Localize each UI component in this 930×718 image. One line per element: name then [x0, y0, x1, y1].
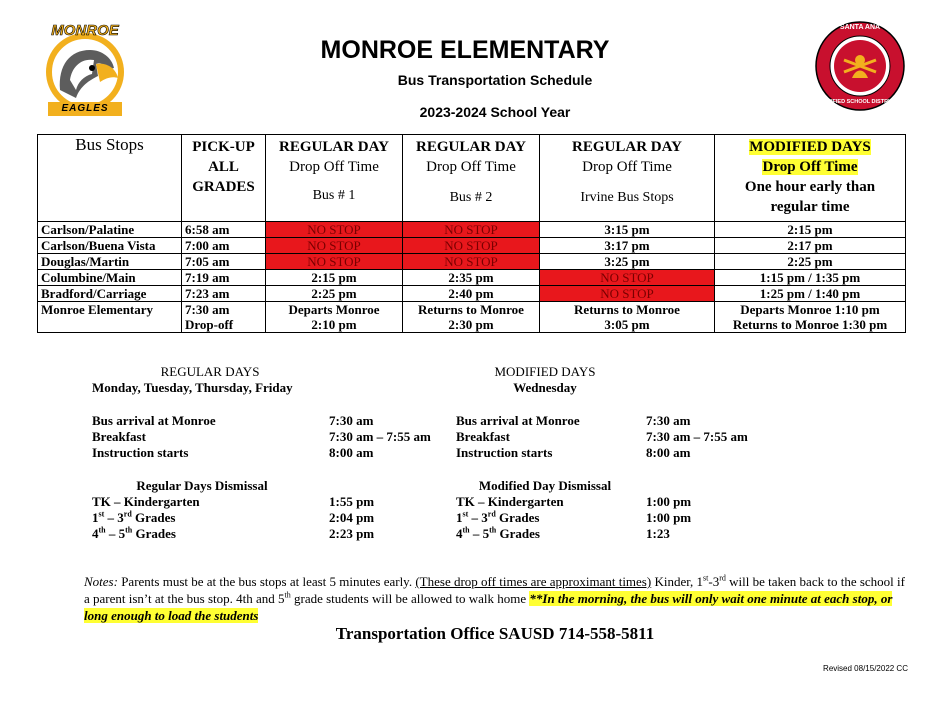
modified-head-3: One hour early than	[744, 179, 876, 195]
reg-dismissal-heading: Regular Days Dismissal	[136, 478, 268, 493]
bus2-time: NO STOP	[403, 238, 540, 254]
bus-schedule-table	[37, 134, 906, 333]
mod-tk-label: TK – Kindergarten	[456, 494, 564, 509]
reg-arrival-label: Bus arrival at Monroe	[92, 413, 216, 428]
table-row	[38, 238, 906, 254]
irvine-head-2: Drop Off Time	[582, 159, 672, 175]
irvine-l2: 3:05 pm	[604, 317, 650, 332]
pickup-l1: 7:30 am	[185, 302, 230, 317]
reg-arrival-time: 7:30 am	[329, 413, 374, 428]
reg-tk-label: TK – Kindergarten	[92, 494, 200, 509]
irvine-head-1: REGULAR DAY	[572, 139, 682, 155]
reg-g13-time: 2:04 pm	[329, 510, 375, 525]
mod-arrival-time: 7:30 am	[646, 413, 691, 428]
mod-breakfast-time: 7:30 am – 7:55 am	[646, 429, 748, 444]
mod-g13-time: 1:00 pm	[646, 510, 692, 525]
mod-g45-a: 4	[456, 526, 463, 541]
modified-heading: MODIFIED DAYS	[494, 364, 596, 379]
bus1-time: 2:15 pm	[266, 270, 403, 286]
table-row	[38, 222, 906, 238]
notes-p3: Kinder, 1	[651, 574, 704, 589]
bus1-time: NO STOP	[266, 222, 403, 238]
mod-g13-c: Grades	[495, 510, 540, 525]
mod-breakfast-label: Breakfast	[456, 429, 510, 444]
col-modified	[715, 135, 906, 222]
reg-g45-sup2: th	[125, 525, 133, 535]
bus2-time: 2:35 pm	[403, 270, 540, 286]
bus1-head-1: REGULAR DAY	[279, 139, 389, 155]
page-subtitle: Bus Transportation Schedule	[397, 72, 593, 88]
bus1-time: NO STOP	[266, 238, 403, 254]
notes-p1: Parents must be at the bus stops at least 5 minutes early.	[117, 574, 416, 589]
irvine-time: NO STOP	[540, 286, 715, 302]
notes-sup1: st	[703, 573, 709, 583]
mod-g13-label	[456, 510, 539, 526]
reg-instruction-label: Instruction starts	[92, 445, 189, 460]
reg-g45-c: Grades	[132, 526, 176, 541]
modified-head-2-text: Drop Off Time	[762, 159, 858, 175]
stop-name: Carlson/Buena Vista	[38, 238, 182, 254]
modified-time: 1:25 pm / 1:40 pm	[715, 286, 906, 302]
col-irvine	[540, 135, 715, 222]
reg-g13-c: Grades	[131, 510, 176, 525]
seal-top-text: SANTA ANA	[839, 24, 881, 31]
transportation-office: Transportation Office SAUSD 714-558-5811	[335, 624, 655, 643]
pickup-l2: Drop-off	[185, 317, 234, 332]
col-pickup	[182, 135, 266, 222]
reg-g13-sup2: rd	[123, 509, 132, 519]
modified-head-1-text: MODIFIED DAYS	[749, 139, 871, 155]
mod-g13-a: 1	[456, 510, 463, 525]
irvine-time: 3:25 pm	[540, 254, 715, 270]
modified-head-2	[718, 157, 902, 177]
bus2-time: NO STOP	[403, 254, 540, 270]
bus1-l2: 2:10 pm	[311, 317, 357, 332]
modified-days: Wednesday	[513, 380, 577, 395]
bus2-l1: Returns to Monroe	[418, 302, 524, 317]
mod-g13-sup2: rd	[487, 509, 496, 519]
col-bus-stops: Bus Stops	[38, 135, 182, 222]
bus1-head-3: Bus # 1	[312, 188, 356, 203]
mod-instruction-time: 8:00 am	[646, 445, 691, 460]
logo-monroe-text: MONROE	[51, 22, 119, 39]
table-row	[38, 286, 906, 302]
reg-g13-label	[92, 510, 175, 526]
pickup-line-2: ALL	[208, 159, 239, 175]
mod-dismissal-heading: Modified Day Dismissal	[478, 478, 612, 493]
page-title: MONROE ELEMENTARY	[320, 36, 610, 64]
col-bus2	[403, 135, 540, 222]
irvine-time: 3:17 pm	[540, 238, 715, 254]
stop-name: Bradford/Carriage	[38, 286, 182, 302]
mod-g45-c: Grades	[496, 526, 540, 541]
pickup-line-1: PICK-UP	[192, 139, 255, 155]
school-year: 2023-2024 School Year	[419, 104, 571, 120]
mod-g45-label	[456, 526, 540, 542]
pickup-time: 7:23 am	[182, 286, 266, 302]
bus1-head-2: Drop Off Time	[289, 159, 379, 175]
irvine-time: NO STOP	[540, 270, 715, 286]
table-row	[38, 270, 906, 286]
stop-name: Carlson/Palatine	[38, 222, 182, 238]
reg-g13-a: 1	[92, 510, 99, 525]
mod-g45-sup2: th	[489, 525, 497, 535]
notes-p2: (These drop off times are approximant times)	[415, 574, 652, 589]
notes-p4: -3	[708, 574, 720, 589]
pickup-time: 7:19 am	[182, 270, 266, 286]
notes-sup3: th	[284, 590, 291, 600]
irvine-l1: Returns to Monroe	[574, 302, 680, 317]
mod-l1: Departs Monroe 1:10 pm	[740, 302, 880, 317]
notes-highlight: **In the morning, the bus will only wait one minute at each stop, or long enough to load the students	[84, 591, 893, 623]
reg-g45-b: – 5	[105, 526, 126, 541]
bus2-head-2: Drop Off Time	[426, 159, 516, 175]
reg-tk-time: 1:55 pm	[329, 494, 375, 509]
notes-label: Notes:	[84, 574, 118, 589]
stop-name: Monroe Elementary	[38, 302, 182, 333]
reg-g45-sup1: th	[98, 525, 106, 535]
reg-g13-b: – 3	[104, 510, 124, 525]
modified-time: 2:25 pm	[715, 254, 906, 270]
reg-instruction-time: 8:00 am	[329, 445, 374, 460]
bus2-time	[403, 302, 540, 333]
mod-arrival-label: Bus arrival at Monroe	[456, 413, 580, 428]
regular-heading: REGULAR DAYS	[160, 364, 260, 379]
col-bus1	[266, 135, 403, 222]
stop-name: Columbine/Main	[38, 270, 182, 286]
notes-p5: will be taken back to the school if a parent isn’t at the bus stop. 4th and 5	[84, 574, 905, 606]
pickup-time: 7:05 am	[182, 254, 266, 270]
mod-g13-sup1: st	[462, 509, 469, 519]
modified-head-4: regular time	[770, 199, 850, 215]
table-row-monroe	[38, 302, 906, 333]
stop-name: Douglas/Martin	[38, 254, 182, 270]
pickup-time: 6:58 am	[182, 222, 266, 238]
notes-paragraph	[84, 573, 906, 624]
mod-tk-time: 1:00 pm	[646, 494, 692, 509]
mod-g45-b: – 5	[469, 526, 490, 541]
bus1-l1: Departs Monroe	[288, 302, 380, 317]
notes-p6: grade students will be allowed to walk home	[290, 591, 530, 606]
mod-instruction-label: Instruction starts	[456, 445, 553, 460]
bus2-time: NO STOP	[403, 222, 540, 238]
irvine-time	[540, 302, 715, 333]
pickup-line-3: GRADES	[192, 179, 255, 195]
regular-days: Monday, Tuesday, Thursday, Friday	[92, 380, 293, 395]
bus1-time: 2:25 pm	[266, 286, 403, 302]
seal-bottom-text: UNIFIED SCHOOL DISTRICT	[823, 99, 897, 105]
modified-head-1	[718, 137, 902, 157]
mod-l2: Returns to Monroe 1:30 pm	[732, 317, 888, 332]
reg-g13-sup1: st	[98, 509, 105, 519]
bus2-time: 2:40 pm	[403, 286, 540, 302]
modified-time	[715, 302, 906, 333]
logo-eagles-text: EAGLES	[61, 103, 109, 114]
irvine-time: 3:15 pm	[540, 222, 715, 238]
irvine-head-3: Irvine Bus Stops	[580, 190, 674, 205]
reg-g45-label	[92, 526, 176, 542]
bus2-l2: 2:30 pm	[448, 317, 494, 332]
modified-time: 1:15 pm / 1:35 pm	[715, 270, 906, 286]
modified-time: 2:17 pm	[715, 238, 906, 254]
pickup-time	[182, 302, 266, 333]
reg-g45-a: 4	[92, 526, 99, 541]
table-header-row	[38, 135, 906, 222]
bus1-time: NO STOP	[266, 254, 403, 270]
notes-sup2: rd	[719, 573, 726, 583]
bus2-head-3: Bus # 2	[449, 190, 493, 205]
modified-time: 2:15 pm	[715, 222, 906, 238]
reg-breakfast-time: 7:30 am – 7:55 am	[329, 429, 431, 444]
bus2-head-1: REGULAR DAY	[416, 139, 526, 155]
mod-g13-b: – 3	[468, 510, 488, 525]
revised-date: Revised 08/15/2022 CC	[823, 664, 908, 673]
reg-breakfast-label: Breakfast	[92, 429, 146, 444]
sausd-seal-logo	[814, 20, 906, 112]
table-row	[38, 254, 906, 270]
pickup-time: 7:00 am	[182, 238, 266, 254]
mod-g45-time: 1:23	[646, 526, 670, 541]
bus1-time	[266, 302, 403, 333]
mod-g45-sup1: th	[462, 525, 470, 535]
reg-g45-time: 2:23 pm	[329, 526, 375, 541]
